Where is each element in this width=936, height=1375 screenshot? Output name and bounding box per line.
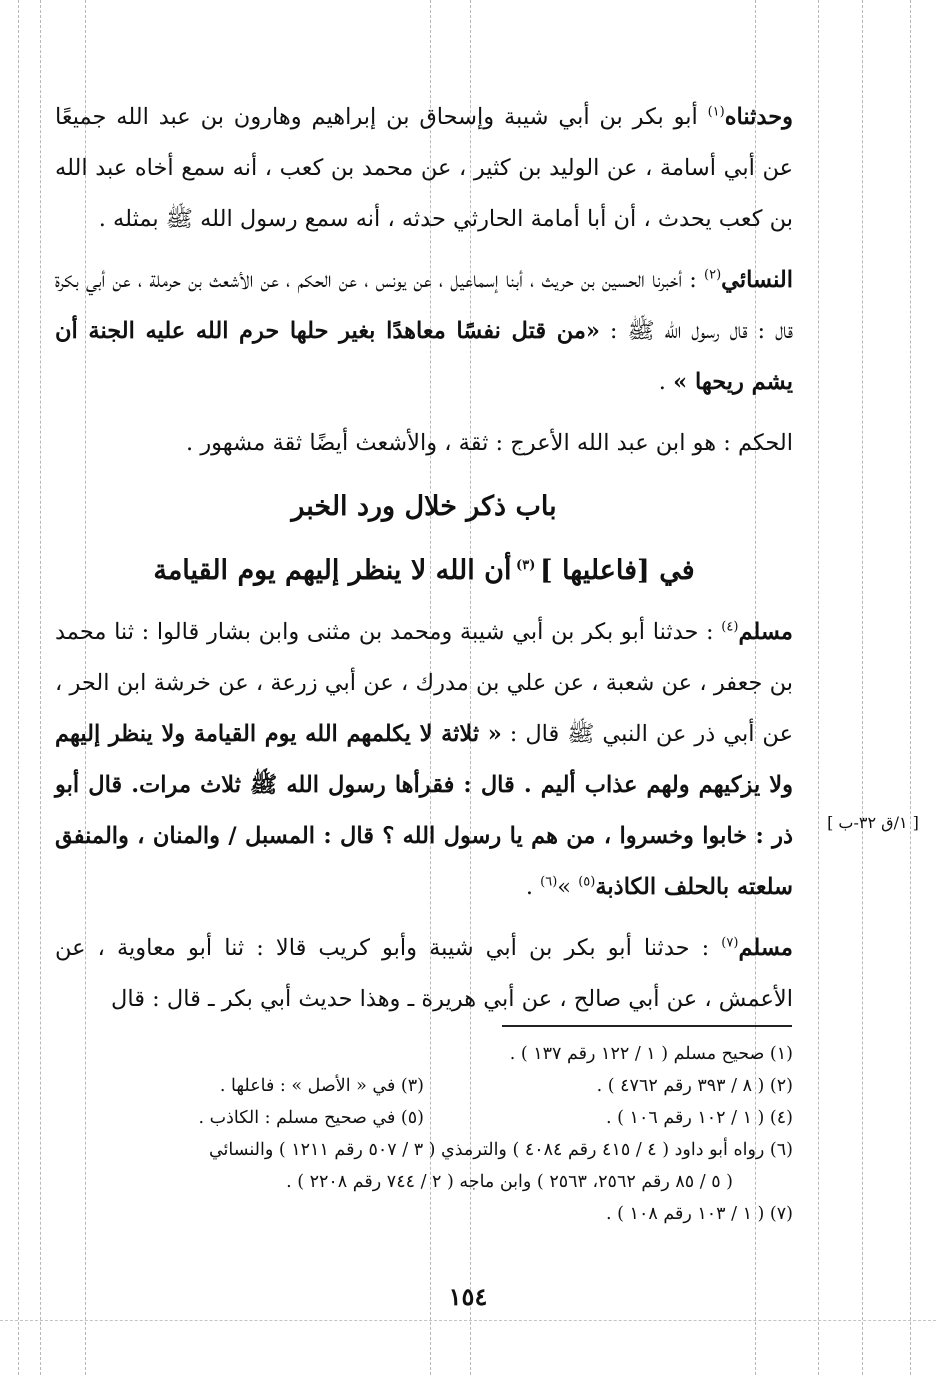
footnotes — [55, 1038, 793, 1230]
heading-line-1: باب ذكر خلال ورد الخبر — [291, 491, 557, 522]
guide-line — [18, 0, 19, 1375]
paragraph-text: : أخبرنا الحسين بن حريث ، أبنا إسماعيل ، عن يونس ، عن الحكم ، عن الأشعث بن حرملة ، عن أبي بكرة قال : قال رسول الله ﷺ : — [55, 267, 793, 344]
paragraph-lead: مسلم — [738, 935, 793, 961]
guide-line — [40, 0, 41, 1375]
heading-line-2 — [55, 539, 793, 603]
page-number: ١٥٤ — [448, 1282, 488, 1311]
footnote-row — [55, 1102, 793, 1134]
paragraph-5 — [55, 923, 793, 1025]
hadith-text: « ثلاثة لا يكلمهم الله يوم القيامة ولا ينظر إليهم ولا يزكيهم ولهم عذاب أليم . قال : فقرأها رسول الله ﷺ ثلاث مرات. قال أبو ذر : خابوا وخسروا ، من هم يا رسول الله ؟ قال : المسبل / والمنان ، والمنفق سلعته بالحلف الكاذبة — [55, 721, 793, 900]
guide-line — [818, 0, 819, 1375]
footnote-6-continued: ( ٥ / ٨٥ رقم ٢٥٦٢، ٢٥٦٣ ) وابن ماجه ( ٢ / ٧٤٤ رقم ٢٢٠٨ ) . — [286, 1172, 733, 1192]
footnote-ref: (٣) — [511, 558, 540, 573]
paragraph-text: الحكم : هو ابن عبد الله الأعرج : ثقة ، والأشعث أيضًا ثقة مشهور . — [186, 430, 793, 456]
footnote-7: (٧) ( ١ / ١٠٣ رقم ١٠٨ ) . — [606, 1204, 793, 1224]
heading-text: في [فاعليها ] — [539, 555, 695, 586]
hadith-text: «من قتل نفسًا معاهدًا بغير حلها حرم الله عليه الجنة أن يشم ريحها » — [55, 318, 793, 395]
paragraph-text: : حدثنا أبو بكر بن أبي شيبة ومحمد بن مثنى وابن بشار قالوا : ثنا محمد بن جعفر ، عن شعبة ، عن علي بن مدرك ، عن أبي زرعة ، عن خرشة ابن الحر ، عن أبي ذر عن النبي ﷺ قال : — [55, 619, 793, 747]
paragraph-end: . — [525, 874, 541, 900]
paragraph-2 — [55, 255, 793, 408]
footnote-ref: (٢) — [704, 267, 722, 283]
paragraph-lead: مسلم — [738, 619, 793, 645]
footnote-ref: (٦) — [540, 874, 558, 890]
footnote-2: (٢) ( ٨ / ٣٩٣ رقم ٤٧٦٢ ) . — [596, 1076, 793, 1096]
guide-line — [0, 1320, 936, 1321]
paragraph-lead: النسائي — [721, 267, 793, 293]
quote-close: » — [557, 874, 579, 900]
footnote-divider — [502, 1025, 792, 1027]
guide-line — [910, 0, 911, 1375]
guide-line — [862, 0, 863, 1375]
chapter-heading — [55, 475, 793, 603]
paragraph-4 — [55, 607, 793, 913]
paragraph-text: : حدثنا أبو بكر بن أبي شيبة وأبو كريب قالا : ثنا أبو معاوية ، عن الأعمش ، عن أبي صالح ، عن أبي هريرة ـ وهذا حديث أبي بكر ـ قال : قال — [55, 935, 793, 1012]
main-text — [55, 92, 793, 1025]
footnote-5: (٥) في صحيح مسلم : الكاذب . — [198, 1108, 424, 1128]
footnote-ref: (١) — [707, 104, 725, 120]
footnote-ref: (٥) — [578, 874, 596, 890]
footnote-4: (٤) ( ١ / ١٠٢ رقم ١٠٦ ) . — [606, 1108, 793, 1128]
footnote-3: (٣) في « الأصل » : فاعلها . — [219, 1076, 424, 1096]
heading-text: أن الله لا ينظر إليهم يوم القيامة — [153, 555, 512, 586]
paragraph-text: أبو بكر بن أبي شيبة وإسحاق بن إبراهيم وهارون بن عبد الله جميعًا عن أبي أسامة ، عن الوليد بن كثير ، عن محمد بن كعب ، أنه سمع أخاه عبد الله بن كعب يحدث ، أن أبا أمامة الحارثي حدثه ، أنه سمع رسول الله ﷺ بمثله . — [55, 104, 793, 232]
footnote-1: (١) صحيح مسلم ( ١ / ١٢٢ رقم ١٣٧ ) . — [509, 1044, 793, 1064]
footnote-row — [55, 1070, 793, 1102]
manuscript-folio-ref: [ ١/ق ٣٢-ب ] — [827, 813, 919, 832]
footnote-ref: (٤) — [721, 619, 739, 635]
paragraph-1 — [55, 92, 793, 245]
paragraph-end: . — [658, 369, 674, 395]
paragraph-3 — [55, 418, 793, 469]
paragraph-lead: وحدثناه — [724, 104, 793, 130]
footnote-6: (٦) رواه أبو داود ( ٤ / ٤١٥ رقم ٤٠٨٤ ) والترمذي ( ٣ / ٥٠٧ رقم ١٢١١ ) والنسائي — [208, 1140, 793, 1160]
footnote-ref: (٧) — [721, 935, 739, 951]
